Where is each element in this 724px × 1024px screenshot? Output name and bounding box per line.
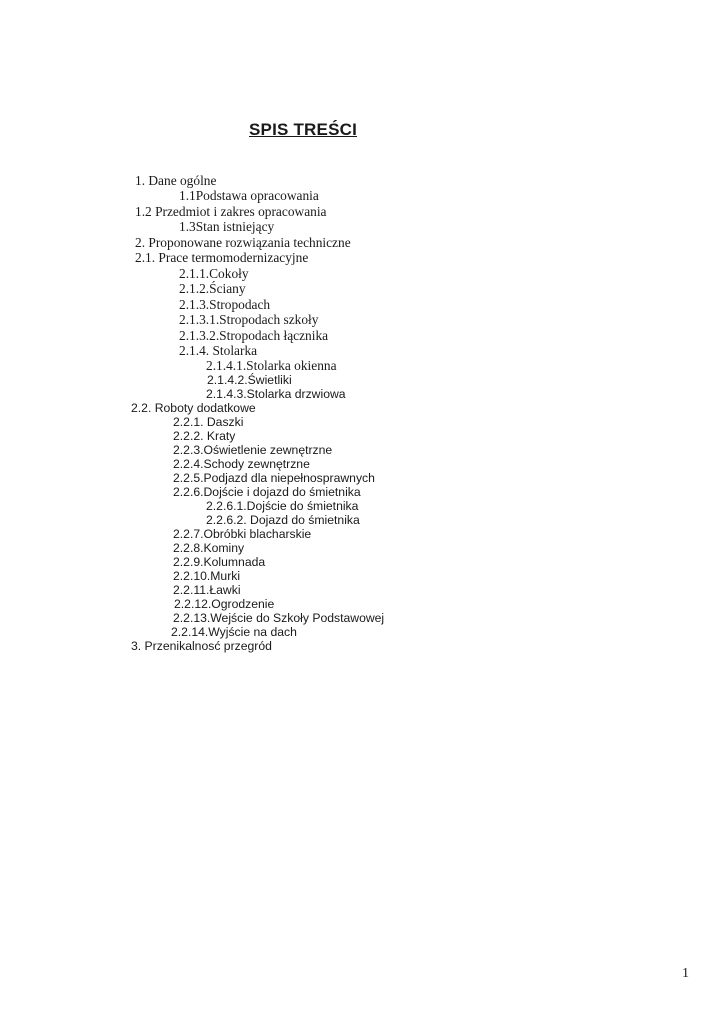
toc-entry: 2.1.2.Ściany xyxy=(179,281,246,296)
toc-entry: 2.2.7.Obróbki blacharskie xyxy=(173,527,312,541)
toc-entry: 2.1.1.Cokoły xyxy=(179,266,249,281)
toc-entry: 2.2.12.Ogrodzenie xyxy=(174,597,275,611)
toc-entry: 2.2.5.Podjazd dla niepełnosprawnych xyxy=(173,471,375,485)
toc-entry: 2.2.8.Kominy xyxy=(173,541,245,555)
toc-entry: 3. Przenikalnosć przegród xyxy=(131,639,272,653)
page-number: 1 xyxy=(682,966,689,981)
toc-entry: 2.1.3.2.Stropodach łącznika xyxy=(179,328,329,343)
toc-entry: 2.1.4.2.Świetliki xyxy=(207,373,292,387)
page-title: SPIS TREŚCI xyxy=(249,120,358,139)
toc-entry: 2. Proponowane rozwiązania techniczne xyxy=(135,235,351,250)
toc-entry: 2.2.11.Ławki xyxy=(173,583,241,597)
toc-entry: 1. Dane ogólne xyxy=(135,173,217,188)
toc-entry: 2.1.3.1.Stropodach szkoły xyxy=(179,312,319,327)
toc-entry: 1.3Stan istniejący xyxy=(179,219,275,234)
toc-entry: 2.2.10.Murki xyxy=(173,569,241,583)
toc-entry: 2.2.6.2. Dojazd do śmietnika xyxy=(206,513,360,527)
toc-entry: 1.1Podstawa opracowania xyxy=(179,188,319,203)
toc-entry: 2.2.6.1.Dojście do śmietnika xyxy=(206,499,359,513)
toc-entry: 2.2.3.Oświetlenie zewnętrzne xyxy=(173,443,333,457)
toc-entry: 2.1.4.3.Stolarka drzwiowa xyxy=(206,387,346,401)
toc-entry: 2.2.14.Wyjście na dach xyxy=(171,625,297,639)
toc-entry: 2.2.1. Daszki xyxy=(173,415,244,429)
toc-entry: 2.2.6.Dojście i dojazd do śmietnika xyxy=(173,485,361,499)
toc-entry: 2.1.4.1.Stolarka okienna xyxy=(206,358,337,373)
toc-entry: 2.1. Prace termomodernizacyjne xyxy=(135,250,309,265)
toc-entry: 1.2 Przedmiot i zakres opracowania xyxy=(135,204,327,219)
toc-entry: 2.1.3.Stropodach xyxy=(179,297,271,312)
toc-entry: 2.2.2. Kraty xyxy=(173,429,236,443)
toc-entry: 2.2.13.Wejście do Szkoły Podstawowej xyxy=(173,611,385,625)
toc-entry: 2.2. Roboty dodatkowe xyxy=(131,401,256,415)
toc-entry: 2.2.4.Schody zewnętrzne xyxy=(173,457,310,471)
toc-entry: 2.1.4. Stolarka xyxy=(179,343,258,358)
toc-entry: 2.2.9.Kolumnada xyxy=(173,555,266,569)
